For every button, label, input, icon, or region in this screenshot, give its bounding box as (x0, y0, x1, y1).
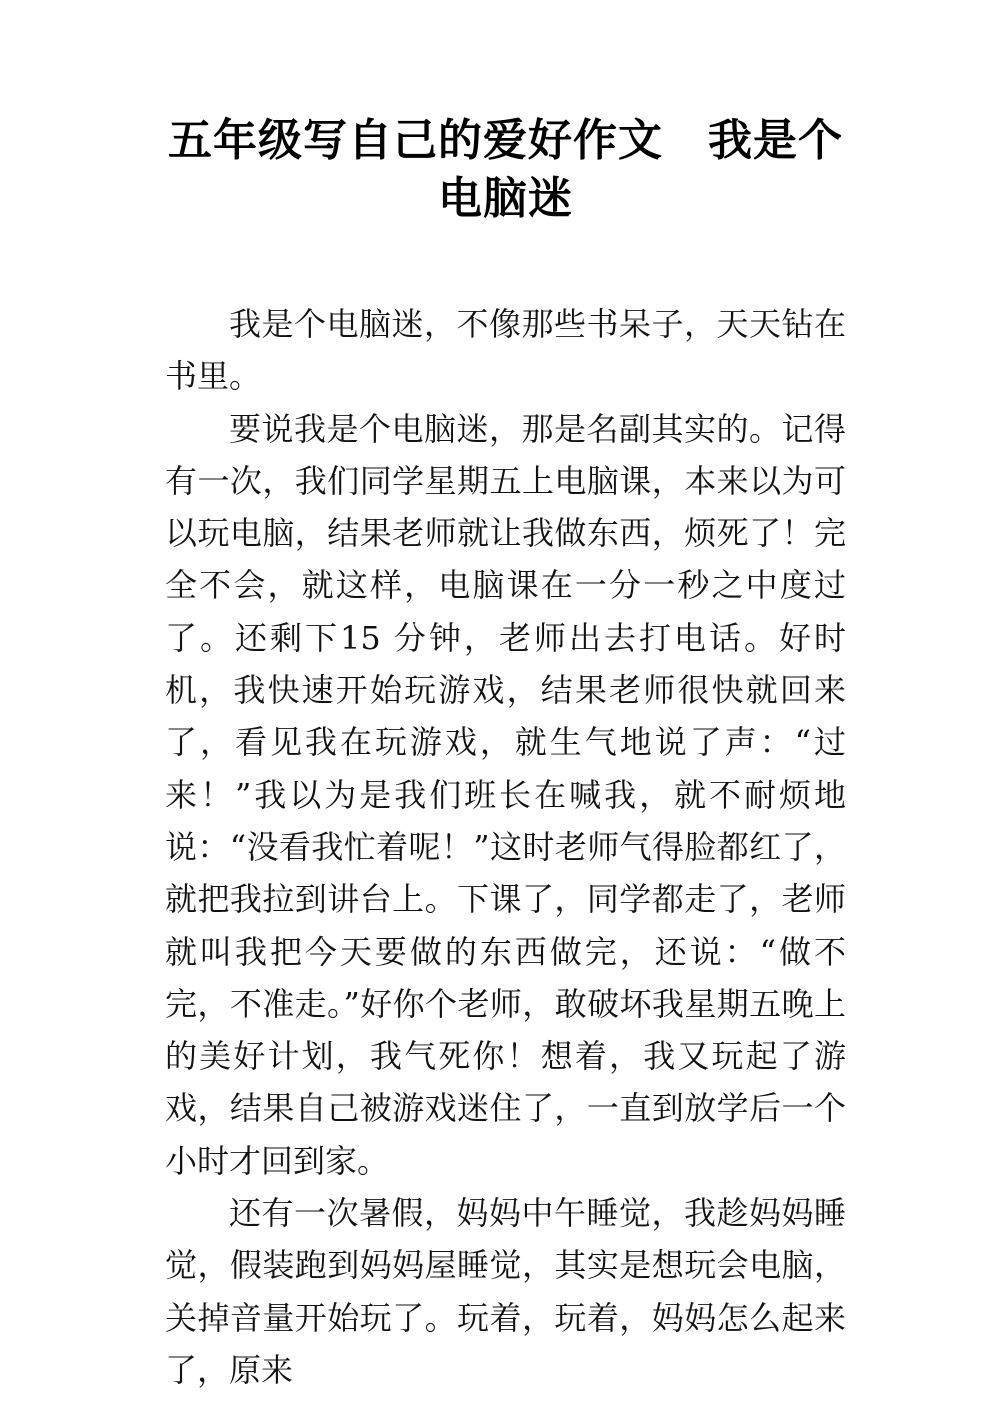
document-body (165, 298, 846, 1396)
paragraph: 我是个电脑迷，不像那些书呆子，天天钻在书里。 (165, 305, 846, 396)
paragraph: 还有一次暑假，妈妈中午睡觉，我趁妈妈睡觉，假装跑到妈妈屋睡觉，其实是想玩会电脑，关掉音量开始玩了。玩着，玩着，妈妈怎么起来了，原来 (165, 1194, 846, 1389)
document-title: 五年级写自己的爱好作文 我是个电脑迷 (168, 115, 843, 224)
document-content (165, 112, 846, 1396)
paragraph: 要说我是个电脑迷，那是名副其实的。记得有一次，我们同学星期五上电脑课，本来以为可以玩电脑，结果老师就让我做东西，烦死了！完全不会，就这样，电脑课在一分一秒之中度过了。还剩下15 分钟，老师出去打电话。好时机，我快速开始玩游戏，结果老师很快就回来了，看见我在玩游戏，就生气地说了声：“过来！”我以为是我们班长在喊我，就不耐烦地说：“没看我忙着呢！”这时老师气得脸都红了，就把我拉到讲台上。下课了，同学都走了，老师就叫我把今天要做的东西做完，还说：“做不完，不准走。”好你个老师，敢破坏我星期五晚上的美好计划，我气死你！想着，我又玩起了游戏，结果自己被游戏迷住了，一直到放学后一个小时才回到家。 (165, 409, 846, 1180)
